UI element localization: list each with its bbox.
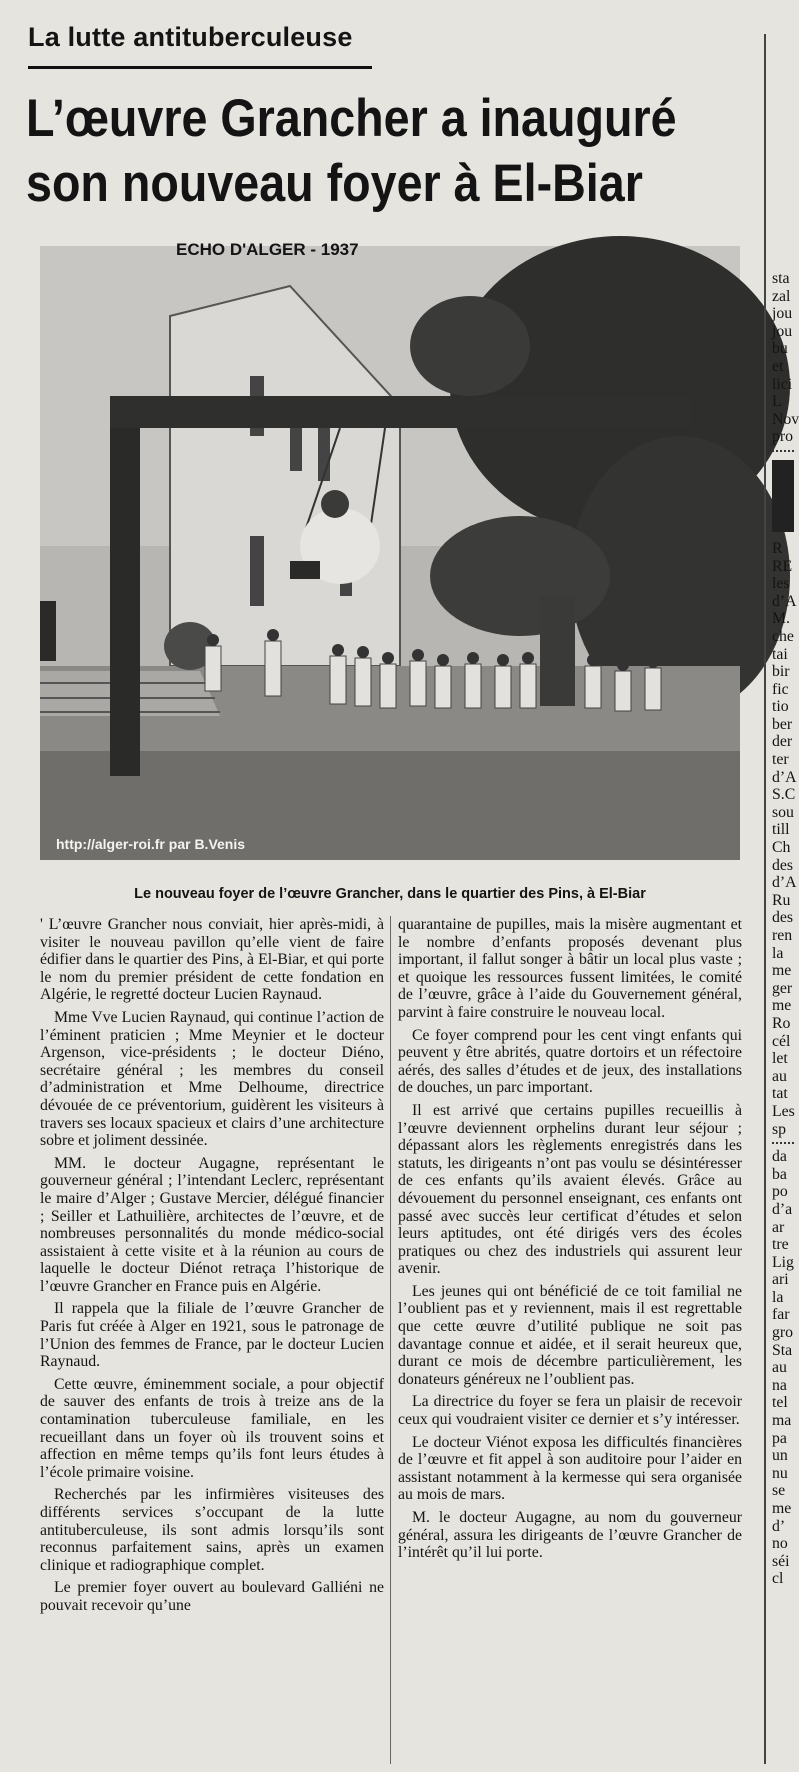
fragment-line: et <box>772 357 784 375</box>
fragment-line: sta <box>772 270 790 287</box>
headline-line-2: son nouveau foyer à El-Biar <box>26 154 643 213</box>
fragment-line: ma <box>772 1412 792 1430</box>
paragraph: Mme Vve Lucien Raynaud, qui continue l’action de l’éminent praticien ; Mme Meynier et le docteur Argenson, vice-présidents ; le docteur Diéno, secrétaire général ; les membres du conseil d’administration et Mme Delhoume, directrice dévouée de ce préventorium, guidèrent les visiteurs à travers ses locaux spacieux et clairs d’une architecture sobre et joliment dessinée. <box>40 1008 384 1150</box>
paragraph: Recherchés par les infirmières visiteuses des différents services s’occupant de la lutte antituberculeuse, ils sont admis lorsqu’ils sont reconnus parfaitement sains, après un examen clinique et radiographique complet. <box>40 1486 384 1574</box>
fragment-line: Lig <box>772 1253 794 1271</box>
photo-caption: Le nouveau foyer de l’œuvre Grancher, dans le quartier des Pins, à El-Biar <box>134 886 646 902</box>
photo-credit: ECHO D'ALGER - 1937 <box>176 240 359 259</box>
article-column-left <box>40 916 384 1764</box>
fragment-line: tai <box>772 645 788 663</box>
fragment-line: me <box>772 997 792 1015</box>
divider-dots <box>772 450 794 452</box>
paragraph: Il rappela que la filiale de l’œuvre Grancher de Paris fut créée à Alger en 1921, sous le patronage de l’Union des femmes de France, par le docteur Lucien Raynaud. <box>40 1300 384 1371</box>
fragment-line: tat <box>772 1085 788 1103</box>
fragment-line: les <box>772 575 790 593</box>
paragraph: quarantaine de pupilles, mais la misère augmentant et le nombre d’enfants proposés devenant plus important, il fallut songer à bâtir un local plus vaste ; et quoique les ressources fussent limitées, le comité de l’œuvre, grâce à l’aide du Gouvernement général, parvint à faire construire le nouveau local. <box>398 916 742 1021</box>
fragment-line: un <box>772 1447 788 1465</box>
fragment-line: tre <box>772 1236 789 1254</box>
fragment-line: ter <box>772 751 789 769</box>
fragment-line: till <box>772 821 790 839</box>
adjacent-article-fragment <box>772 270 799 1770</box>
news-photo <box>40 246 740 860</box>
fragment-line: au <box>772 1359 787 1377</box>
paragraph: M. le docteur Augagne, au nom du gouverneur général, assura les dirigeants de l’œuvre Grancher de l’intérêt qu’il lui porte. <box>398 1509 742 1562</box>
fragment-line: nu <box>772 1464 788 1482</box>
paragraph: La directrice du foyer se fera un plaisir de recevoir ceux qui voudraient visiter ce dernier et s’y intéresser. <box>398 1393 742 1429</box>
fragment-line: pa <box>772 1429 787 1447</box>
fragment-line: séi <box>772 1552 790 1570</box>
fragment-line: L <box>772 393 782 411</box>
fragment-line: zal <box>772 287 791 305</box>
paragraph: MM. le docteur Augagne, représentant le gouverneur général ; l’intendant Leclerc, représentant le maire d’Alger ; Gustave Mercier, délégué financier ; Seiller et Lathuilière, architectes de l’œuvre, et de nombreuses personnalités du monde médico-social assistaient à cette visite et à la réunion au cours de laquelle le docteur Diénot retraça l’historique de l’œuvre Grancher en France puis en Algérie. <box>40 1154 384 1295</box>
fragment-line: po <box>772 1183 788 1201</box>
fragment-line: jou <box>772 305 793 323</box>
fragment-line: Sta <box>772 1341 793 1359</box>
fragment-line: ren <box>772 927 793 944</box>
page-divider <box>764 34 766 1764</box>
fragment-line: R <box>772 539 783 557</box>
fragment-line: far <box>772 1306 790 1324</box>
divider-dots <box>772 1142 794 1144</box>
fragment-line: au <box>772 1067 787 1085</box>
headline-line-1: L’œuvre Grancher a inauguré <box>26 89 677 148</box>
fragment-line: che <box>772 627 794 645</box>
fragment-line: pro <box>772 428 794 446</box>
fragment-line: Ro <box>772 1014 791 1032</box>
fragment-line: d’ <box>772 1517 786 1535</box>
paragraph: Le docteur Viénot exposa les difficultés financières de l’œuvre et fit appel à son auditoire pour l’aider en assistant notamment à la kermesse qui sera organisée au mois de mars. <box>398 1433 742 1504</box>
paragraph: Ce foyer comprend pour les cent vingt enfants qui peuvent y être abrités, quatre dortoirs et un réfectoire aérés, des salles d’études et de jeux, des installations de douches, un parc important. <box>398 1026 742 1097</box>
fragment-line: la <box>772 1288 784 1306</box>
kicker-underline <box>28 66 372 69</box>
fragment-line: fic <box>772 680 789 698</box>
fragment-line: da <box>772 1148 787 1166</box>
paragraph: Le premier foyer ouvert au boulevard Galliéni ne pouvait recevoir qu’une <box>40 1579 384 1614</box>
fragment-line: M. <box>772 610 790 628</box>
fragment-line: let <box>772 1050 788 1068</box>
fragment-line: tel <box>772 1394 788 1412</box>
fragment-line: Ru <box>772 891 791 909</box>
fragment-line: der <box>772 733 793 751</box>
fragment-line: ar <box>772 1218 785 1236</box>
photo-illustration <box>40 246 740 860</box>
fragment-line: me <box>772 1500 792 1517</box>
fragment-line: d’A <box>772 768 797 786</box>
fragment-line: tio <box>772 698 789 716</box>
fragment-line: d’A <box>772 592 797 610</box>
fragment-line: Nov <box>772 410 799 428</box>
fragment-line: gro <box>772 1324 794 1342</box>
fragment-line: cl <box>772 1570 784 1588</box>
fragment-line: bir <box>772 663 790 681</box>
fragment-line: sp <box>772 1120 787 1138</box>
fragment-line: des <box>772 856 794 874</box>
paragraph: ' L’œuvre Grancher nous conviait, hier après-midi, à visiter le nouveau pavillon qu’elle vient de faire édifier dans le quartier des Pins, à El-Biar, et qui porte le nom du premier président de cette fondation en Algérie, le regretté docteur Lucien Raynaud. <box>40 916 384 1004</box>
fragment-line: bu <box>772 340 788 358</box>
fragment-line: ger <box>772 979 793 997</box>
column-divider <box>390 916 391 1764</box>
fragment-line: se <box>772 1482 786 1500</box>
fragment-line: no <box>772 1535 788 1553</box>
fragment-line: ber <box>772 715 793 733</box>
fragment-line: la <box>772 944 784 962</box>
fragment-line: Ch <box>772 839 791 857</box>
headline <box>26 86 677 216</box>
fragment-line: me <box>772 962 792 980</box>
fragment-line: cél <box>772 1032 791 1050</box>
fragment-line: lici <box>772 375 793 393</box>
fragment-line: S.C <box>772 786 796 804</box>
fragment-line: sou <box>772 803 794 821</box>
section-kicker: La lutte antituberculeuse <box>28 22 353 52</box>
fragment-line: des <box>772 909 794 927</box>
watermark: http://alger-roi.fr par B.Venis <box>56 836 246 852</box>
fragment-line: ari <box>772 1271 789 1289</box>
dark-block <box>772 460 794 532</box>
paragraph: Les jeunes qui ont bénéficié de ce toit familial ne l’oublient pas et y reviennent, mais il est regrettable que cette œuvre d’utilité publique ne soit pas davantage connue et aidée, et il serait heureux que, durant ce mois de décembre particulièrement, les donateurs généreux ne l’oublient pas. <box>398 1282 742 1388</box>
fragment-line: Les <box>772 1102 795 1120</box>
paragraph: Il est arrivé que certains pupilles recueillis à l’œuvre deviennent orphelins durant leur séjour ; dépassant alors les règlements enregistrés dans les statuts, les dirigeants n’ont pas voulu se désintéresser de ces enfants qu’ils avaient élevés. Grâce au dévouement du personnel enseignant, ces enfants ont passé avec succès leur certificat d’études et selon leurs aptitudes, ont été dirigés vers des écoles pratiques ou chez des industriels qui assurent leur avenir. <box>398 1101 742 1278</box>
fragment-line: na <box>772 1376 787 1394</box>
fragment-line: RE <box>772 557 793 575</box>
fragment-line: d’A <box>772 874 797 892</box>
fragment-line: jou <box>772 322 793 340</box>
paragraph: Cette œuvre, éminemment sociale, a pour objectif de sauver des enfants de trois à treize ans de la contamination tuberculeuse familiale, en les recueillant dans un foyer où ils trouvent soins et affection en même temps qu’ils font leurs études à l’école primaire voisine. <box>40 1375 384 1481</box>
fragment-line: d’a <box>772 1200 793 1218</box>
fragment-line: ba <box>772 1165 787 1183</box>
article-column-middle <box>398 916 742 1764</box>
